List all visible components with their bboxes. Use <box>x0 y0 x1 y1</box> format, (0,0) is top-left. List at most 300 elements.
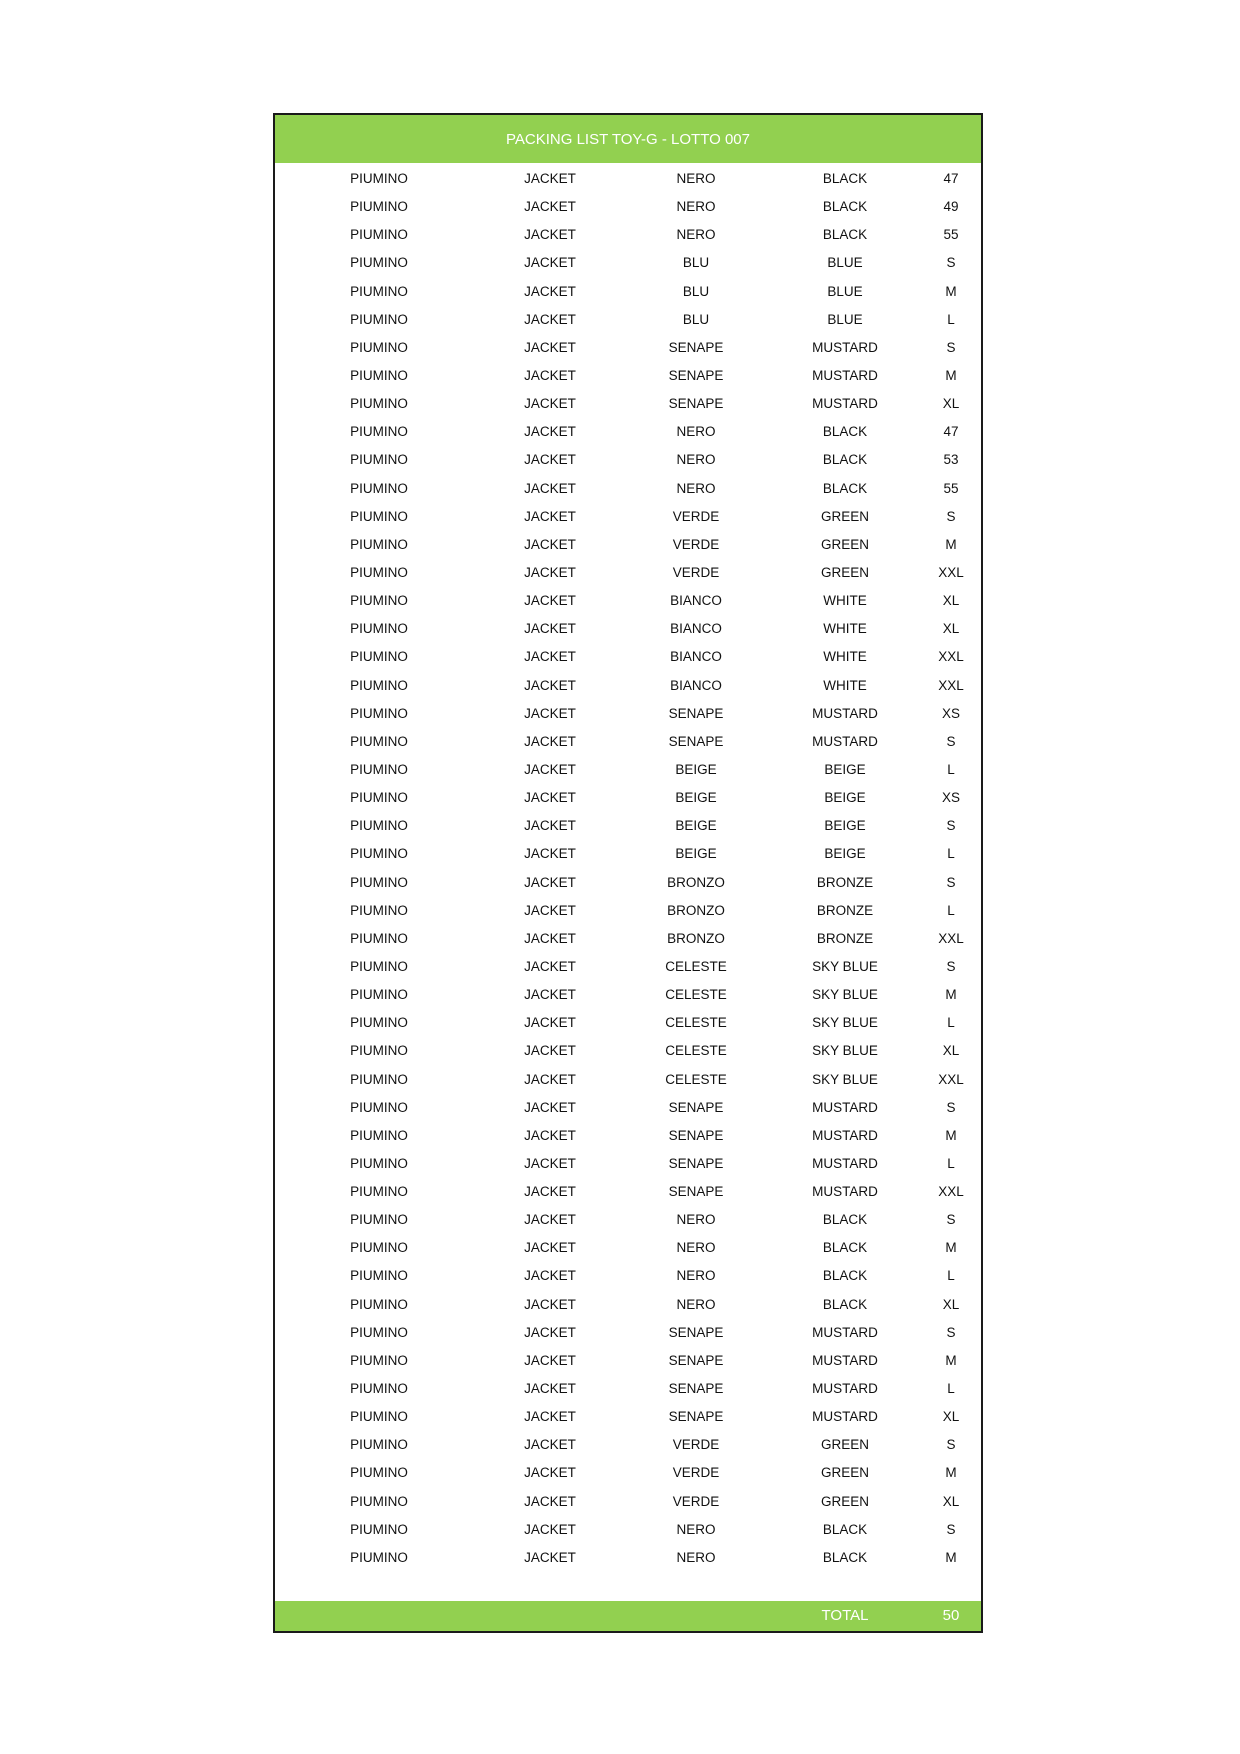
table-row <box>275 306 981 334</box>
cell-item-en: JACKET <box>524 480 576 496</box>
cell-item-it: PIUMINO <box>350 1155 408 1171</box>
cell-item-it: PIUMINO <box>350 1521 408 1537</box>
cell-size: 47 <box>943 171 959 186</box>
cell-item-en: JACKET <box>524 283 576 299</box>
cell-item-it: PIUMINO <box>350 705 408 721</box>
cell-item-it: PIUMINO <box>350 649 408 665</box>
cell-item-it: PIUMINO <box>350 1296 408 1312</box>
cell-item-it: PIUMINO <box>350 1071 408 1087</box>
cell-color-en: MUSTARD <box>812 396 878 412</box>
cell-color-en: WHITE <box>823 677 867 693</box>
cell-color-en: BRONZE <box>816 902 874 918</box>
cell-color-en: BLUE <box>827 311 863 327</box>
table-row <box>275 446 981 474</box>
cell-item-en: JACKET <box>524 564 576 580</box>
table-row <box>275 278 981 306</box>
cell-color-it: BEIGE <box>675 846 717 862</box>
cell-size: L <box>947 846 955 862</box>
cell-item-it: PIUMINO <box>350 255 408 271</box>
cell-item-en: JACKET <box>524 1381 576 1397</box>
cell-size: S <box>946 1324 956 1340</box>
cell-color-en: BEIGE <box>824 818 866 834</box>
cell-color-en: MUSTARD <box>812 1409 878 1425</box>
cell-color-en: BLACK <box>822 452 868 468</box>
total-value: 50 <box>942 1607 960 1624</box>
table-row <box>275 1178 981 1206</box>
table-row <box>275 249 981 277</box>
table-row <box>275 1066 981 1094</box>
cell-item-en: JACKET <box>524 1155 576 1171</box>
cell-item-it: PIUMINO <box>350 1549 408 1565</box>
cell-color-en: BRONZE <box>816 874 874 890</box>
table-row <box>275 503 981 531</box>
cell-item-en: JACKET <box>524 1184 576 1200</box>
table-row <box>275 615 981 643</box>
cell-size: L <box>947 761 955 777</box>
cell-color-it: SENAPE <box>668 1127 724 1143</box>
cell-size: L <box>947 902 955 918</box>
table-row <box>275 475 981 503</box>
cell-item-it: PIUMINO <box>350 818 408 834</box>
cell-size: 53 <box>943 452 959 468</box>
cell-color-it: NERO <box>676 1212 716 1228</box>
cell-color-it: BEIGE <box>675 761 717 777</box>
table-row <box>275 1009 981 1037</box>
cell-size: XXL <box>938 930 964 946</box>
cell-item-it: PIUMINO <box>350 677 408 693</box>
cell-item-en: JACKET <box>524 1268 576 1284</box>
cell-color-en: SKY BLUE <box>812 1015 878 1031</box>
cell-color-it: SENAPE <box>668 367 724 383</box>
cell-item-it: PIUMINO <box>350 1099 408 1115</box>
cell-size: M <box>945 283 957 299</box>
table-row <box>275 1544 981 1572</box>
cell-size: 55 <box>943 480 959 496</box>
cell-item-en: JACKET <box>524 874 576 890</box>
cell-color-en: BLACK <box>822 1296 868 1312</box>
cell-color-it: NERO <box>676 1268 716 1284</box>
cell-item-en: JACKET <box>524 1352 576 1368</box>
cell-item-en: JACKET <box>524 846 576 862</box>
cell-item-it: PIUMINO <box>350 593 408 609</box>
table-row <box>275 1347 981 1375</box>
table-row <box>275 953 981 981</box>
cell-size: M <box>945 1240 957 1256</box>
cell-item-en: JACKET <box>524 1521 576 1537</box>
cell-item-en: JACKET <box>524 452 576 468</box>
cell-color-it: VERDE <box>672 1437 720 1453</box>
cell-item-it: PIUMINO <box>350 564 408 580</box>
cell-color-it: NERO <box>676 1521 716 1537</box>
cell-color-en: WHITE <box>823 593 867 609</box>
cell-color-it: BEIGE <box>675 790 717 806</box>
cell-size: S <box>946 1437 956 1453</box>
cell-color-it: BIANCO <box>670 593 722 609</box>
packing-list-sheet <box>273 113 983 1633</box>
cell-size: XS <box>941 705 961 721</box>
cell-color-it: BIANCO <box>670 621 722 637</box>
cell-color-it: SENAPE <box>668 339 724 355</box>
cell-item-it: PIUMINO <box>350 452 408 468</box>
cell-color-en: BEIGE <box>824 761 866 777</box>
cell-color-en: BRONZE <box>816 930 874 946</box>
cell-color-en: BLACK <box>822 1212 868 1228</box>
cell-item-it: PIUMINO <box>350 1212 408 1228</box>
cell-item-it: PIUMINO <box>350 1437 408 1453</box>
cell-color-it: NERO <box>676 227 716 243</box>
cell-color-it: SENAPE <box>668 1155 724 1171</box>
cell-item-it: PIUMINO <box>350 1493 408 1509</box>
cell-size: XL <box>942 1043 960 1059</box>
cell-color-en: GREEN <box>820 1493 870 1509</box>
cell-color-en: MUSTARD <box>812 367 878 383</box>
cell-item-en: JACKET <box>524 1071 576 1087</box>
table-row <box>275 812 981 840</box>
cell-color-en: BLACK <box>822 480 868 496</box>
cell-item-it: PIUMINO <box>350 311 408 327</box>
table-row <box>275 1516 981 1544</box>
cell-color-en: MUSTARD <box>812 1352 878 1368</box>
cell-color-en: MUSTARD <box>812 339 878 355</box>
cell-color-it: VERDE <box>672 536 720 552</box>
table-row <box>275 840 981 868</box>
cell-color-it: NERO <box>676 171 716 186</box>
cell-item-en: JACKET <box>524 255 576 271</box>
cell-item-it: PIUMINO <box>350 846 408 862</box>
cell-color-en: BLACK <box>822 1240 868 1256</box>
table-row <box>275 1122 981 1150</box>
cell-item-it: PIUMINO <box>350 424 408 440</box>
cell-size: S <box>946 1521 956 1537</box>
cell-color-it: VERDE <box>672 1465 720 1481</box>
cell-size: M <box>945 1127 957 1143</box>
table-row <box>275 756 981 784</box>
cell-color-it: CELESTE <box>665 1015 727 1031</box>
table-row <box>275 784 981 812</box>
table-row <box>275 334 981 362</box>
cell-size: XS <box>941 790 961 806</box>
cell-color-it: VERDE <box>672 1493 720 1509</box>
cell-size: M <box>945 1549 957 1565</box>
table-row <box>275 587 981 615</box>
cell-size: M <box>945 1352 957 1368</box>
cell-item-it: PIUMINO <box>350 480 408 496</box>
cell-item-it: PIUMINO <box>350 1465 408 1481</box>
cell-size: S <box>946 874 956 890</box>
cell-color-en: WHITE <box>823 621 867 637</box>
cell-item-it: PIUMINO <box>350 1268 408 1284</box>
cell-color-it: BRONZO <box>667 930 725 946</box>
cell-size: 49 <box>943 199 959 215</box>
cell-color-en: MUSTARD <box>812 1099 878 1115</box>
cell-color-en: MUSTARD <box>812 1155 878 1171</box>
cell-item-it: PIUMINO <box>350 1352 408 1368</box>
cell-item-en: JACKET <box>524 1493 576 1509</box>
cell-item-en: JACKET <box>524 705 576 721</box>
cell-color-en: BLUE <box>827 283 863 299</box>
cell-item-en: JACKET <box>524 987 576 1003</box>
cell-size: L <box>947 1015 955 1031</box>
cell-item-it: PIUMINO <box>350 902 408 918</box>
cell-size: S <box>946 958 956 974</box>
cell-item-en: JACKET <box>524 536 576 552</box>
cell-item-en: JACKET <box>524 1127 576 1143</box>
cell-color-en: SKY BLUE <box>812 1043 878 1059</box>
cell-item-it: PIUMINO <box>350 171 408 186</box>
cell-size: XL <box>942 1409 960 1425</box>
cell-item-it: PIUMINO <box>350 339 408 355</box>
cell-item-it: PIUMINO <box>350 396 408 412</box>
table-row <box>275 1234 981 1262</box>
cell-item-en: JACKET <box>524 761 576 777</box>
cell-color-en: BLACK <box>822 1549 868 1565</box>
cell-item-en: JACKET <box>524 171 576 186</box>
cell-item-en: JACKET <box>524 1296 576 1312</box>
table-row <box>275 1037 981 1065</box>
table-row <box>275 1150 981 1178</box>
cell-item-en: JACKET <box>524 508 576 524</box>
table-row <box>275 559 981 587</box>
cell-item-it: PIUMINO <box>350 930 408 946</box>
cell-item-it: PIUMINO <box>350 1240 408 1256</box>
cell-size: 47 <box>943 424 959 440</box>
cell-color-it: VERDE <box>672 564 720 580</box>
cell-size: S <box>946 733 956 749</box>
cell-color-it: SENAPE <box>668 733 724 749</box>
cell-color-it: SENAPE <box>668 1099 724 1115</box>
cell-item-en: JACKET <box>524 930 576 946</box>
table-row <box>275 1291 981 1319</box>
cell-color-en: BLACK <box>822 424 868 440</box>
cell-item-en: JACKET <box>524 424 576 440</box>
total-label: TOTAL <box>821 1607 869 1624</box>
cell-color-it: BEIGE <box>675 818 717 834</box>
cell-color-it: SENAPE <box>668 1324 724 1340</box>
cell-item-en: JACKET <box>524 790 576 806</box>
cell-color-en: GREEN <box>820 564 870 580</box>
cell-size: S <box>946 255 956 271</box>
cell-color-en: WHITE <box>823 649 867 665</box>
cell-color-en: GREEN <box>820 536 870 552</box>
cell-size: XXL <box>938 564 964 580</box>
table-row <box>275 981 981 1009</box>
cell-item-en: JACKET <box>524 311 576 327</box>
cell-size: XXL <box>938 649 964 665</box>
cell-item-en: JACKET <box>524 1324 576 1340</box>
cell-size: M <box>945 1465 957 1481</box>
cell-size: XXL <box>938 1071 964 1087</box>
cell-item-en: JACKET <box>524 1043 576 1059</box>
header-band <box>275 115 981 163</box>
cell-item-it: PIUMINO <box>350 1043 408 1059</box>
cell-item-en: JACKET <box>524 339 576 355</box>
cell-size: XL <box>942 1296 960 1312</box>
cell-item-it: PIUMINO <box>350 987 408 1003</box>
total-band <box>275 1601 981 1631</box>
cell-color-en: MUSTARD <box>812 1381 878 1397</box>
cell-color-it: VERDE <box>672 508 720 524</box>
cell-item-en: JACKET <box>524 621 576 637</box>
cell-item-en: JACKET <box>524 649 576 665</box>
cell-item-en: JACKET <box>524 677 576 693</box>
cell-color-en: BLACK <box>822 227 868 243</box>
cell-item-en: JACKET <box>524 958 576 974</box>
cell-item-en: JACKET <box>524 818 576 834</box>
cell-size: S <box>946 339 956 355</box>
cell-item-it: PIUMINO <box>350 536 408 552</box>
cell-size: 55 <box>943 227 959 243</box>
table-row <box>275 221 981 249</box>
cell-item-en: JACKET <box>524 1465 576 1481</box>
cell-color-en: MUSTARD <box>812 733 878 749</box>
cell-size: XL <box>942 593 960 609</box>
cell-color-it: BLU <box>682 255 710 271</box>
cell-color-it: SENAPE <box>668 705 724 721</box>
table-row <box>275 531 981 559</box>
cell-color-en: MUSTARD <box>812 1127 878 1143</box>
document-title: PACKING LIST TOY-G - LOTTO 007 <box>506 130 750 148</box>
cell-item-it: PIUMINO <box>350 1127 408 1143</box>
cell-color-en: BLACK <box>822 199 868 215</box>
cell-item-it: PIUMINO <box>350 1381 408 1397</box>
cell-size: L <box>947 311 955 327</box>
cell-item-en: JACKET <box>524 1437 576 1453</box>
table-row <box>275 1375 981 1403</box>
cell-size: M <box>945 367 957 383</box>
cell-color-it: BRONZO <box>667 874 725 890</box>
cell-size: L <box>947 1381 955 1397</box>
cell-item-en: JACKET <box>524 1409 576 1425</box>
cell-item-it: PIUMINO <box>350 958 408 974</box>
cell-color-en: BLACK <box>822 1521 868 1537</box>
cell-item-it: PIUMINO <box>350 508 408 524</box>
cell-size: S <box>946 818 956 834</box>
cell-item-en: JACKET <box>524 1549 576 1565</box>
cell-item-en: JACKET <box>524 1212 576 1228</box>
table-row <box>275 193 981 221</box>
cell-item-it: PIUMINO <box>350 874 408 890</box>
cell-item-en: JACKET <box>524 199 576 215</box>
cell-size: S <box>946 1212 956 1228</box>
cell-size: XL <box>942 1493 960 1509</box>
cell-size: XXL <box>938 677 964 693</box>
cell-color-it: BLU <box>682 283 710 299</box>
packing-list-rows <box>275 165 981 1572</box>
cell-color-en: BEIGE <box>824 790 866 806</box>
cell-color-it: BRONZO <box>667 902 725 918</box>
table-row <box>275 1431 981 1459</box>
cell-color-it: SENAPE <box>668 396 724 412</box>
cell-color-en: BLACK <box>822 1268 868 1284</box>
cell-size: S <box>946 1099 956 1115</box>
table-row <box>275 1319 981 1347</box>
cell-color-it: BLU <box>682 311 710 327</box>
cell-color-it: SENAPE <box>668 1184 724 1200</box>
cell-item-it: PIUMINO <box>350 199 408 215</box>
cell-size: M <box>945 987 957 1003</box>
cell-size: L <box>947 1268 955 1284</box>
cell-color-it: NERO <box>676 1296 716 1312</box>
cell-item-it: PIUMINO <box>350 761 408 777</box>
cell-size: XXL <box>938 1184 964 1200</box>
table-row <box>275 700 981 728</box>
cell-color-it: NERO <box>676 480 716 496</box>
table-row <box>275 1488 981 1516</box>
cell-size: M <box>945 536 957 552</box>
cell-size: XL <box>942 621 960 637</box>
cell-item-en: JACKET <box>524 902 576 918</box>
cell-color-it: NERO <box>676 1240 716 1256</box>
table-row <box>275 418 981 446</box>
table-row <box>275 1206 981 1234</box>
cell-color-en: BLUE <box>827 255 863 271</box>
cell-item-it: PIUMINO <box>350 621 408 637</box>
cell-color-it: SENAPE <box>668 1409 724 1425</box>
table-row <box>275 362 981 390</box>
cell-size: L <box>947 1155 955 1171</box>
cell-size: S <box>946 508 956 524</box>
cell-color-it: SENAPE <box>668 1381 724 1397</box>
table-row <box>275 1459 981 1487</box>
table-row <box>275 869 981 897</box>
cell-item-en: JACKET <box>524 733 576 749</box>
table-row <box>275 728 981 756</box>
cell-item-it: PIUMINO <box>350 790 408 806</box>
cell-color-en: MUSTARD <box>812 1184 878 1200</box>
cell-item-en: JACKET <box>524 593 576 609</box>
cell-color-it: NERO <box>676 1549 716 1565</box>
cell-color-it: BIANCO <box>670 677 722 693</box>
cell-item-en: JACKET <box>524 227 576 243</box>
table-row <box>275 672 981 700</box>
cell-item-it: PIUMINO <box>350 367 408 383</box>
table-row <box>275 390 981 418</box>
cell-color-en: BEIGE <box>824 846 866 862</box>
cell-color-it: CELESTE <box>665 1043 727 1059</box>
cell-item-en: JACKET <box>524 1099 576 1115</box>
cell-color-it: NERO <box>676 424 716 440</box>
cell-item-it: PIUMINO <box>350 1015 408 1031</box>
table-row <box>275 1094 981 1122</box>
cell-color-it: CELESTE <box>665 987 727 1003</box>
cell-color-en: SKY BLUE <box>812 1071 878 1087</box>
cell-item-en: JACKET <box>524 1240 576 1256</box>
cell-color-it: BIANCO <box>670 649 722 665</box>
cell-item-it: PIUMINO <box>350 1184 408 1200</box>
table-row <box>275 1262 981 1290</box>
cell-item-en: JACKET <box>524 396 576 412</box>
cell-item-it: PIUMINO <box>350 1324 408 1340</box>
cell-color-en: GREEN <box>820 508 870 524</box>
table-row <box>275 1403 981 1431</box>
cell-color-en: GREEN <box>820 1437 870 1453</box>
cell-item-it: PIUMINO <box>350 227 408 243</box>
cell-color-it: NERO <box>676 452 716 468</box>
table-row <box>275 643 981 671</box>
table-row <box>275 165 981 193</box>
cell-color-en: SKY BLUE <box>812 987 878 1003</box>
cell-color-it: NERO <box>676 199 716 215</box>
cell-color-en: SKY BLUE <box>812 958 878 974</box>
cell-size: XL <box>942 396 960 412</box>
cell-item-it: PIUMINO <box>350 283 408 299</box>
cell-color-it: CELESTE <box>665 958 727 974</box>
cell-item-en: JACKET <box>524 1015 576 1031</box>
cell-item-en: JACKET <box>524 367 576 383</box>
cell-item-it: PIUMINO <box>350 733 408 749</box>
cell-color-it: CELESTE <box>665 1071 727 1087</box>
table-row <box>275 925 981 953</box>
